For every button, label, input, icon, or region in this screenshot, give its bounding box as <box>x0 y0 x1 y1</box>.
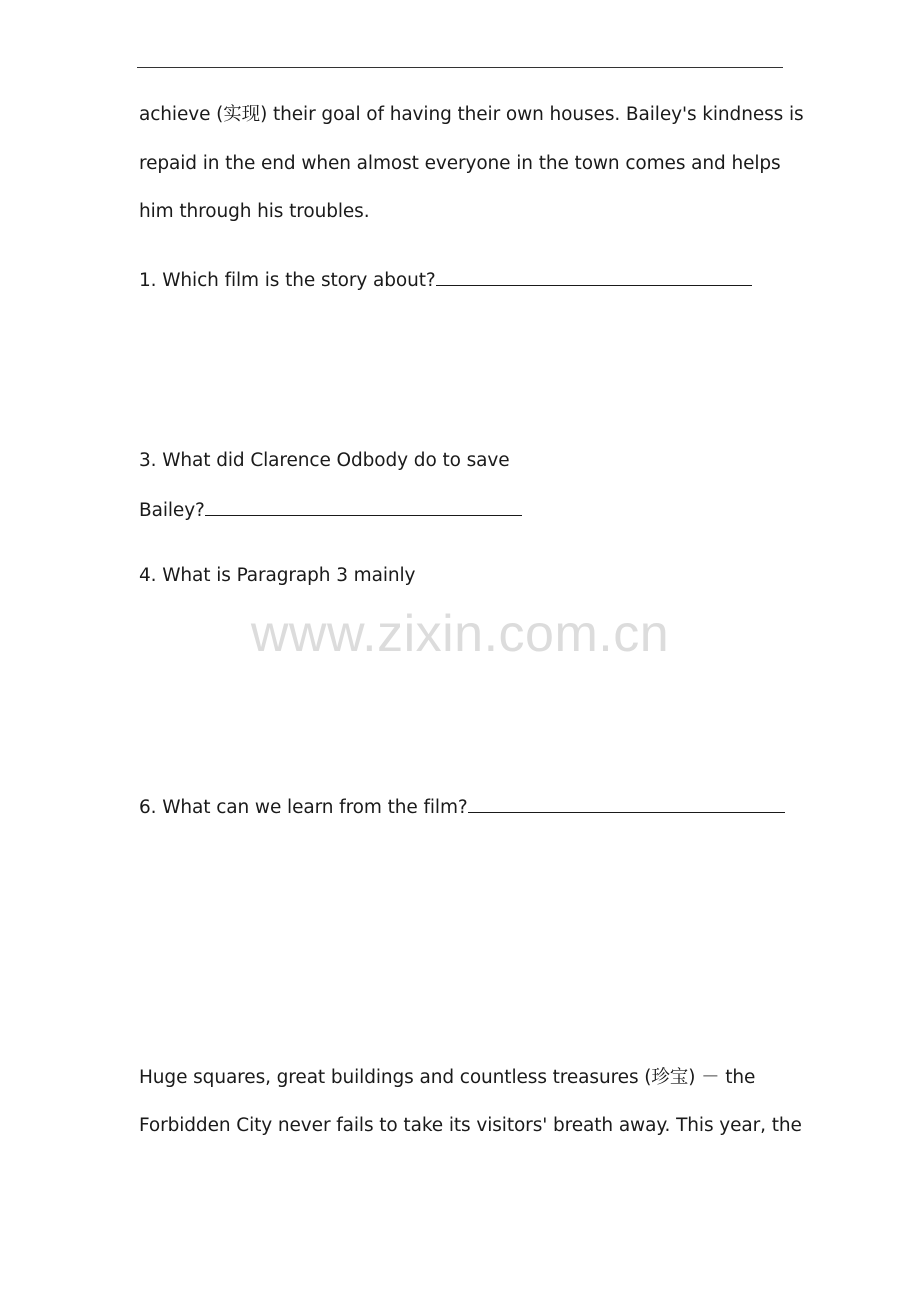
answer-blank-3[interactable] <box>205 497 522 516</box>
question-6 <box>139 794 785 820</box>
question-1-text: 1. Which film is the story about? <box>139 270 436 291</box>
passage2-line-1: Huge squares, great buildings and countless treasures (珍宝) － the <box>139 1067 756 1088</box>
passage1-line-3: him through his troubles. <box>139 201 370 222</box>
question-3-line-1: 3. What did Clarence Odbody do to save <box>139 450 510 471</box>
question-1 <box>139 267 752 293</box>
passage2-line-2: Forbidden City never fails to take its visitors' breath away. This year, the <box>139 1115 802 1136</box>
answer-blank-1[interactable] <box>436 267 752 286</box>
question-3-text: Bailey? <box>139 500 205 521</box>
watermark: www.zixin.com.cn <box>250 605 670 663</box>
header-rule <box>137 67 783 68</box>
question-4: 4. What is Paragraph 3 mainly <box>139 565 416 586</box>
passage1-line-1: achieve (实现) their goal of having their own houses. Bailey's kindness is <box>139 104 804 125</box>
question-6-text: 6. What can we learn from the film? <box>139 797 468 818</box>
question-3-line-2 <box>139 497 522 523</box>
answer-blank-6[interactable] <box>468 794 785 813</box>
passage1-line-2: repaid in the end when almost everyone in the town comes and helps <box>139 153 781 174</box>
